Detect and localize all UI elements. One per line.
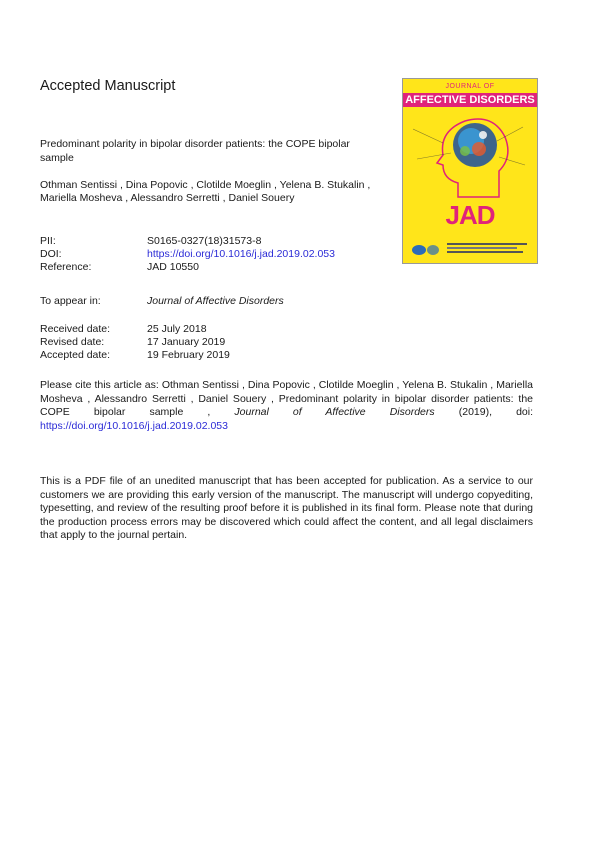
reference-label: Reference: (40, 261, 92, 273)
manuscript-notice: This is a PDF file of an unedited manuscript that has been accepted for publication. As a service to our customers we are providing this early version of the manuscript. The manuscript will undergo copyediting, typesetting, and review of the resulting proof before it is published in its final form. Please note that during the production process errors may be discovered which could affect the content, and all legal disclaimers that apply to the journal pertain. (40, 475, 533, 541)
journal-name: Journal of Affective Disorders (147, 295, 284, 307)
citation-doi-link[interactable]: https://doi.org/10.1016/j.jad.2019.02.053 (40, 419, 228, 432)
appear-label: To appear in: (40, 295, 101, 307)
article-title: Predominant polarity in bipolar disorder patients: the COPE bipolar sample (40, 138, 350, 164)
dates-block (40, 323, 390, 363)
cover-journal-line2: AFFECTIVE DISORDERS (403, 93, 537, 107)
revised-label: Revised date: (40, 336, 105, 348)
identifiers-block (40, 235, 390, 275)
accepted-date: 19 February 2019 (147, 349, 230, 361)
citation-year: (2019), doi: (458, 406, 534, 418)
citation-text: Please cite this article as: Othman Sentissi , Dina Popovic , Clotilde Moeglin , Yelena B. Stukalin , Mariella Mosheva , Alessandro Serretti , Daniel Souery , Predominant polarity in bipolar disorder patients: the COPE bipolar sample , (40, 379, 533, 418)
received-date: 25 July 2018 (147, 323, 207, 335)
manuscript-heading: Accepted Manuscript (40, 78, 176, 94)
journal-cover-image (402, 78, 538, 264)
pii-value: S0165-0327(18)31573-8 (147, 235, 262, 247)
doi-label: DOI: (40, 248, 62, 260)
accepted-label: Accepted date: (40, 349, 111, 361)
citation-paragraph (40, 379, 533, 433)
cover-head-illustration (413, 109, 527, 201)
pii-label: PII: (40, 235, 56, 247)
doi-link[interactable]: https://doi.org/10.1016/j.jad.2019.02.053 (147, 248, 335, 260)
citation-journal: Journal of Affective Disorders (234, 406, 435, 418)
cover-jad-logo: JAD (445, 200, 495, 230)
appear-block (40, 295, 390, 309)
cover-journal-line1: JOURNAL OF (445, 83, 495, 90)
reference-value: JAD 10550 (147, 261, 199, 273)
cover-publisher-strip (411, 241, 529, 257)
revised-date: 17 January 2019 (147, 336, 226, 348)
received-label: Received date: (40, 323, 111, 335)
author-list: Othman Sentissi , Dina Popovic , Clotilde Moeglin , Yelena B. Stukalin , Mariella Mosheva , Alessandro Serretti , Daniel Souery (40, 179, 371, 204)
